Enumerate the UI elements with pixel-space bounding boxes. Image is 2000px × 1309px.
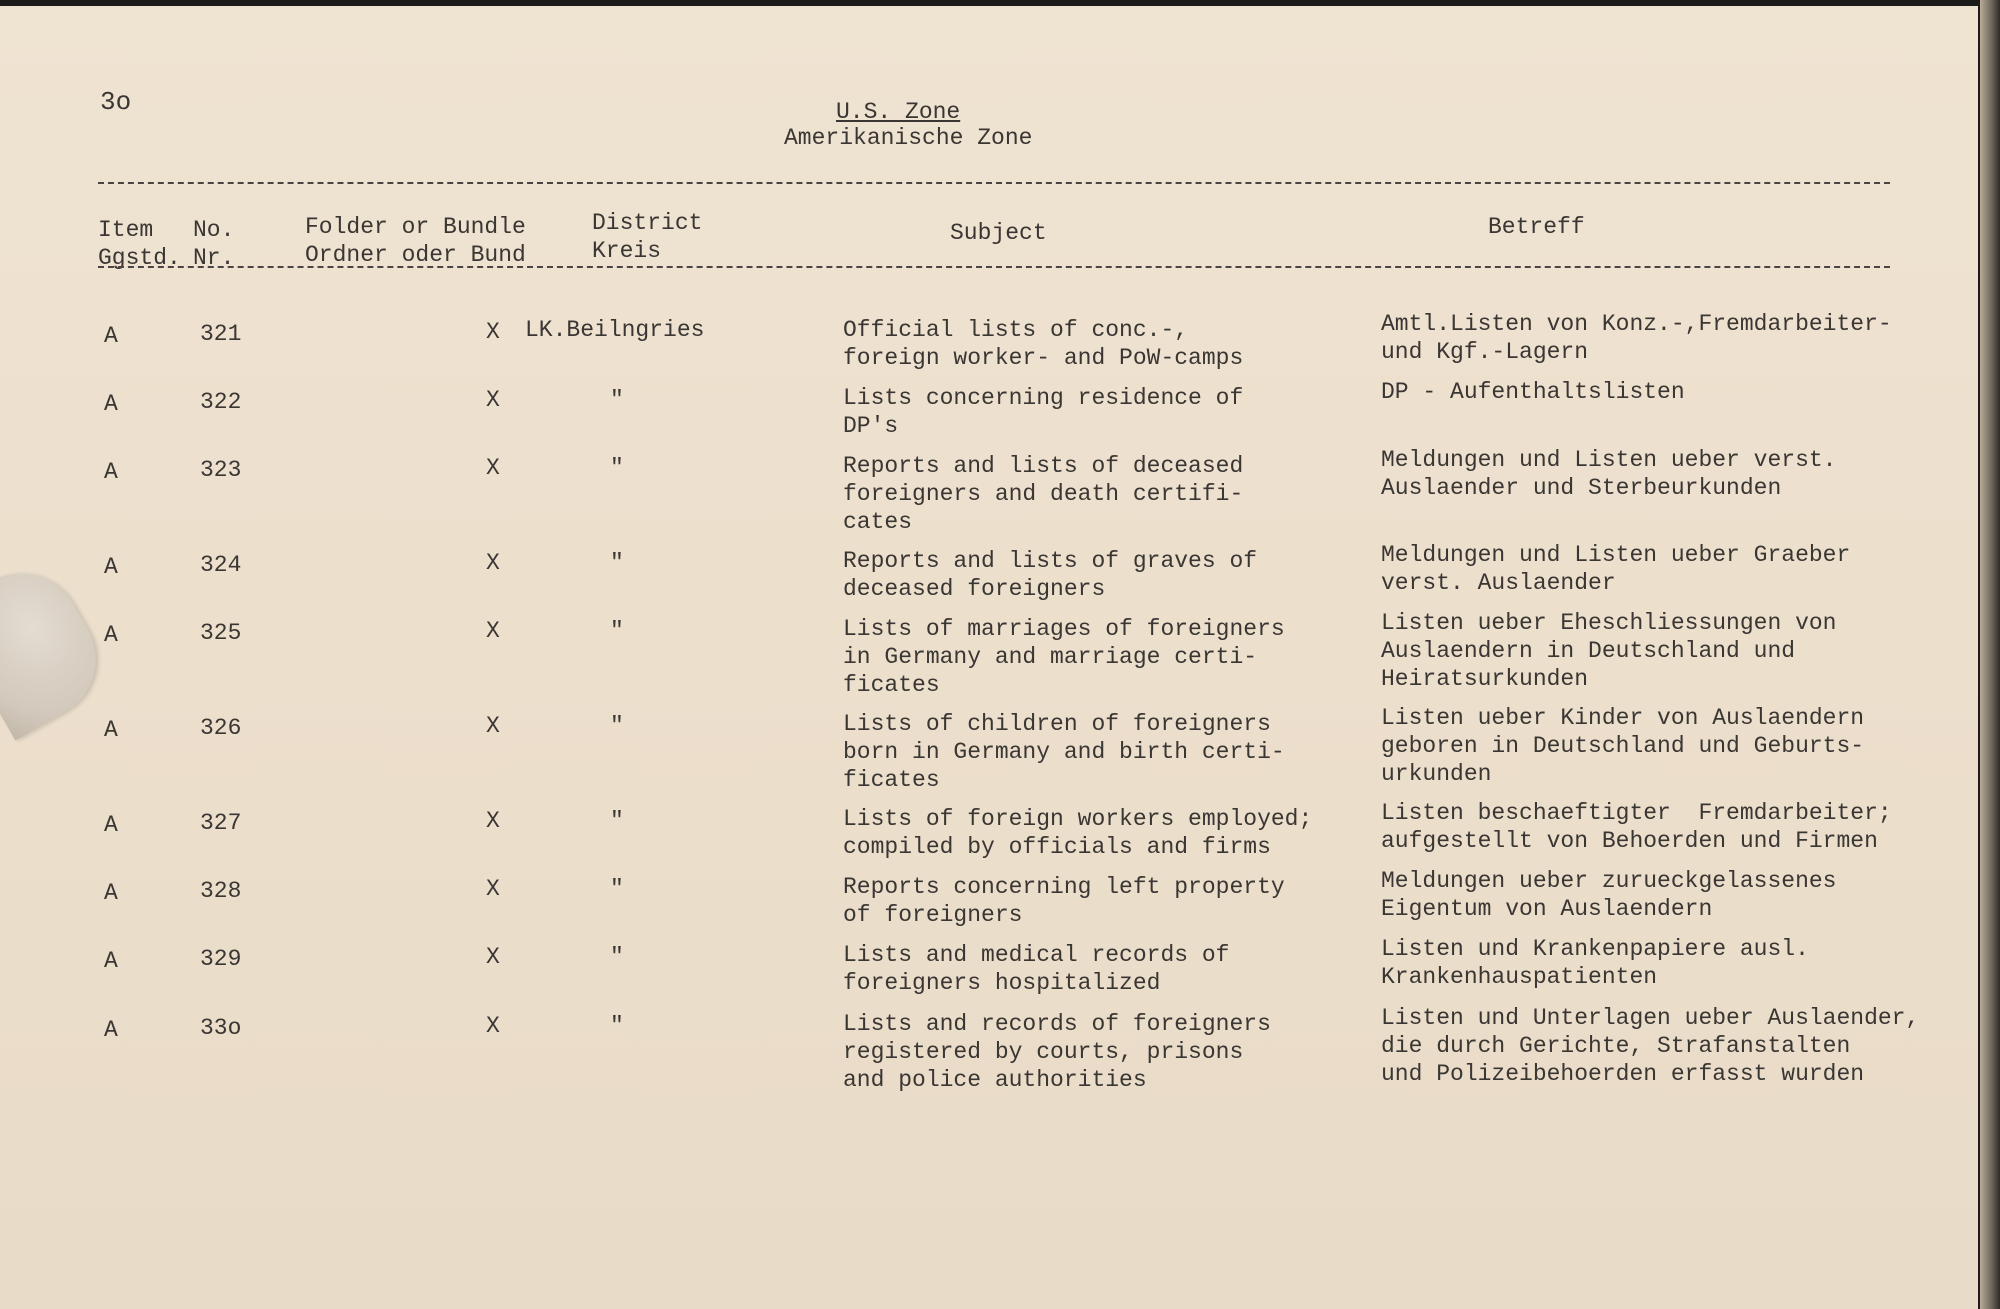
cell-number: 326 [200, 715, 242, 741]
cell-betreff: Listen ueber Eheschliessungen von Auslaendern in Deutschland und Heiratsurkunden [1381, 610, 1837, 692]
cell-betreff: Listen und Krankenpapiere ausl. Krankenhauspatienten [1381, 936, 1809, 990]
book-spine-edge [1980, 0, 2000, 1309]
table-row [0, 705, 1978, 793]
cell-number: 323 [200, 457, 242, 483]
cell-betreff: Meldungen ueber zurueckgelassenes Eigentum von Auslaendern [1381, 868, 1837, 922]
cell-item: A [104, 717, 118, 743]
column-header-number: No. Nr. [193, 217, 235, 271]
cell-subject: Lists of marriages of foreigners in Germany and marriage certi- ficates [843, 616, 1285, 698]
cell-item: A [104, 622, 118, 648]
cell-betreff: Meldungen und Listen ueber verst. Auslaender und Sterbeurkunden [1381, 447, 1837, 501]
page-title: U.S. Zone [836, 99, 961, 125]
cell-subject: Reports and lists of deceased foreigners and death certifi- cates [843, 453, 1244, 535]
page-subtitle: Amerikanische Zone [784, 125, 1033, 151]
column-header-subject: Subject [950, 220, 1047, 246]
cell-item: A [104, 812, 118, 838]
cell-item: A [104, 554, 118, 580]
cell-number: 328 [200, 878, 242, 904]
cell-subject: Official lists of conc.-, foreign worker- and PoW-camps [843, 317, 1244, 371]
cell-district-ditto: " [610, 455, 624, 481]
cell-district-ditto: " [610, 387, 624, 413]
cell-number: 329 [200, 946, 242, 972]
cell-betreff: Meldungen und Listen ueber Graeber verst. Auslaender [1381, 542, 1851, 596]
cell-subject: Reports and lists of graves of deceased foreigners [843, 548, 1258, 602]
cell-district-ditto: " [610, 618, 624, 644]
cell-district-ditto: " [610, 944, 624, 970]
cell-number: 322 [200, 389, 242, 415]
cell-folder: X [486, 876, 500, 902]
cell-item: A [104, 880, 118, 906]
cell-betreff: Listen ueber Kinder von Auslaendern geboren in Deutschland und Geburts- urkunden [1381, 705, 1865, 787]
cell-betreff: Listen beschaeftigter Fremdarbeiter; aufgestellt von Behoerden und Firmen [1381, 800, 1892, 854]
cell-folder: X [486, 387, 500, 413]
cell-number: 321 [200, 321, 242, 347]
column-header-betreff: Betreff [1488, 214, 1585, 240]
cell-district-ditto: " [610, 713, 624, 739]
cell-subject: Lists and records of foreigners registered by courts, prisons and police authorities [843, 1011, 1271, 1093]
cell-item: A [104, 323, 118, 349]
table-row [0, 610, 1978, 698]
cell-district-ditto: " [610, 1013, 624, 1039]
cell-subject: Lists of children of foreigners born in Germany and birth certi- ficates [843, 711, 1285, 793]
cell-betreff: DP - Aufenthaltslisten [1381, 379, 1685, 405]
header-bottom-rule [98, 266, 1890, 268]
cell-betreff: Listen und Unterlagen ueber Auslaender, die durch Gerichte, Strafanstalten und Polizeibehoerden erfasst wurden [1381, 1005, 1920, 1087]
cell-item: A [104, 459, 118, 485]
cell-subject: Lists and medical records of foreigners hospitalized [843, 942, 1230, 996]
cell-item: A [104, 1017, 118, 1043]
cell-folder: X [486, 319, 500, 345]
cell-folder: X [486, 618, 500, 644]
cell-subject: Lists of foreign workers employed; compiled by officials and firms [843, 806, 1313, 860]
cell-folder: X [486, 455, 500, 481]
cell-number: 33o [200, 1015, 242, 1041]
cell-subject: Reports concerning left property of foreigners [843, 874, 1285, 928]
cell-number: 325 [200, 620, 242, 646]
table-row [0, 1005, 1978, 1093]
cell-district: LK.Beilngries [525, 317, 705, 343]
page-number: 3o [100, 87, 132, 117]
cell-folder: X [486, 713, 500, 739]
document-page [0, 6, 1978, 1309]
column-header-district: District Kreis [592, 210, 703, 264]
column-header-folder: Folder or Bundle Ordner oder Bund [305, 214, 526, 268]
cell-district-ditto: " [610, 876, 624, 902]
cell-district-ditto: " [610, 808, 624, 834]
cell-folder: X [486, 1013, 500, 1039]
cell-subject: Lists concerning residence of DP's [843, 385, 1244, 439]
column-header-item: Item Ggstd. [98, 217, 181, 271]
cell-betreff: Amtl.Listen von Konz.-,Fremdarbeiter- und Kgf.-Lagern [1381, 311, 1892, 365]
cell-number: 324 [200, 552, 242, 578]
cell-number: 327 [200, 810, 242, 836]
table-row [0, 447, 1978, 535]
header-top-rule [98, 182, 1890, 184]
cell-item: A [104, 948, 118, 974]
cell-district-ditto: " [610, 550, 624, 576]
cell-item: A [104, 391, 118, 417]
cell-folder: X [486, 550, 500, 576]
cell-folder: X [486, 808, 500, 834]
cell-folder: X [486, 944, 500, 970]
